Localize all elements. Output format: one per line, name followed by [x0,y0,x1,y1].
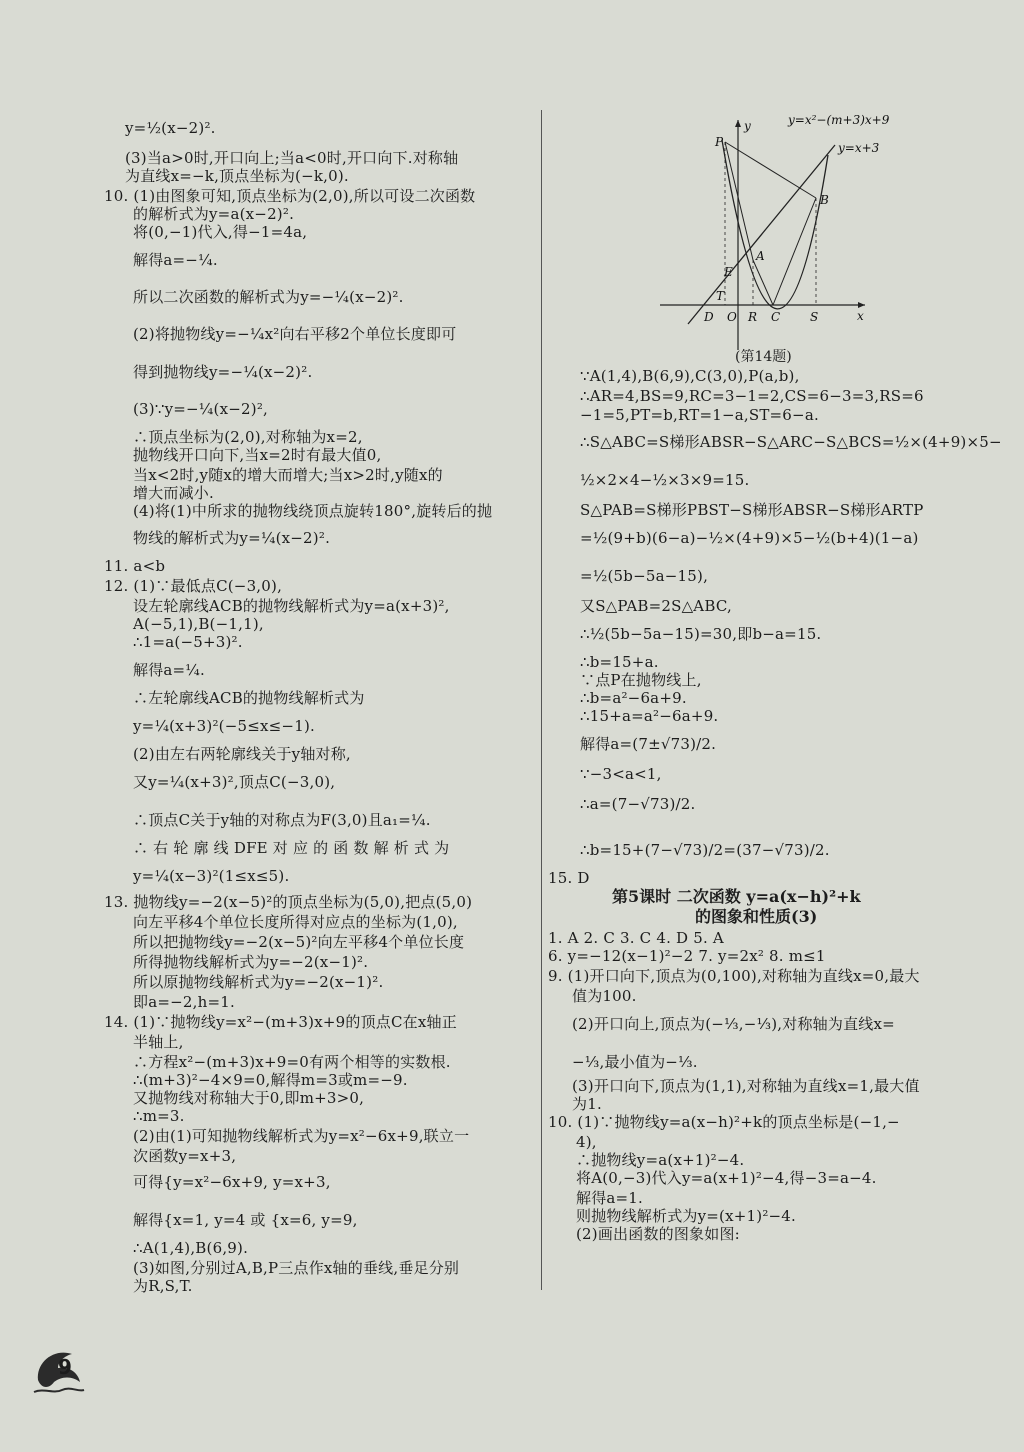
point-s-label: S [810,310,819,324]
left-text-line: 解得a=¼. [133,661,206,679]
right-text-line: 为1. [572,1095,602,1113]
right-text-line: 将A(0,−3)代入y=a(x+1)²−4,得−3=a−4. [576,1169,877,1187]
figure-14 [660,110,900,350]
origin-label: O [727,310,737,324]
left-text-line: 当x<2时,y随x的增大而增大;当x>2时,y随x的 [133,466,443,484]
left-text-line: ∴顶点C关于y轴的对称点为F(3,0)且a₁=¼. [133,811,431,829]
right-text-line: 9. (1)开口向下,顶点为(0,100),对称轴为直线x=0,最大 [548,967,920,985]
left-text-line: 解得{x=1, y=4 或 {x=6, y=9, [133,1211,358,1229]
left-text-line: ∴m=3. [133,1107,185,1125]
figure-14-graph [660,110,900,350]
left-text-line: (2)由(1)可知抛物线解析式为y=x²−6x+9,联立一 [133,1127,470,1145]
left-text-line: 抛物线开口向下,当x=2时有最大值0, [133,446,382,464]
left-text-line: (3)当a>0时,开口向上;当a<0时,开口向下.对称轴 [125,149,459,167]
lesson-heading: 第5课时 二次函数 y=a(x−h)²+k [612,887,861,906]
page-number: 9 [58,1355,72,1379]
point-b-label: B [820,193,829,207]
right-text-line: ∴AR=4,BS=9,RC=3−1=2,CS=6−3=3,RS=6 [580,387,924,405]
left-text-line: y=½(x−2)². [125,119,216,137]
left-text-line: 解得a=−¼. [133,251,218,269]
point-r-label: R [748,310,758,324]
right-text-line: 1. A 2. C 3. C 4. D 5. A [548,929,724,947]
right-text-line: ∴15+a=a²−6a+9. [580,707,719,725]
left-text-line: 又抛物线对称轴大于0,即m+3>0, [133,1089,365,1107]
left-text-line: 可得{y=x²−6x+9, y=x+3, [133,1173,331,1191]
left-text-line: 为R,S,T. [133,1277,193,1295]
right-text-line: (2)开口向上,顶点为(−⅓,−⅓),对称轴为直线x= [572,1015,895,1033]
right-text-line: −1=5,PT=b,RT=1−a,ST=6−a. [580,406,819,424]
right-text-line: (2)画出函数的图象如图: [576,1225,740,1243]
left-text-line: 所以二次函数的解析式为y=−¼(x−2)². [133,288,404,306]
left-text-line: A(−5,1),B(−1,1), [133,615,264,633]
left-text-line: 10. (1)由图象可知,顶点坐标为(2,0),所以可设二次函数 [104,187,476,205]
right-text-line: ∴b=a²−6a+9. [580,689,687,707]
figure-caption: (第14题) [735,349,792,365]
x-axis-label: x [857,309,864,323]
right-text-line: ∵点P在抛物线上, [580,671,702,689]
left-text-line: 所以把抛物线y=−2(x−5)²向左平移4个单位长度 [133,933,465,951]
left-text-line: 的解析式为y=a(x−2)². [133,205,295,223]
right-text-line: 解得a=(7±√73)/2. [580,735,717,753]
left-text-line: 12. (1)∵最低点C(−3,0), [104,577,283,595]
right-text-line: 6. y=−12(x−1)²−2 7. y=2x² 8. m≤1 [548,947,826,965]
point-p-label: P [715,135,724,149]
point-t-label: T [716,289,725,303]
right-text-line: 15. D [548,869,590,887]
right-text-line: 10. (1)∵抛物线y=a(x−h)²+k的顶点坐标是(−1,− [548,1113,900,1131]
right-text-line: ½×2×4−½×3×9=15. [580,471,750,489]
right-text-line: ∴S△ABC=S梯形ABSR−S△ARC−S△BCS=½×(4+9)×5− [580,433,1002,451]
right-text-line: ∴抛物线y=a(x+1)²−4. [576,1151,745,1169]
right-text-line: =½(9+b)(6−a)−½×(4+9)×5−½(b+4)(1−a) [580,529,919,547]
left-text-line: 又y=¼(x+3)²,顶点C(−3,0), [133,773,336,791]
right-text-line: S△PAB=S梯形PBST−S梯形ABSR−S梯形ARTP [580,501,924,519]
right-text-line: 又S△PAB=2S△ABC, [580,597,732,615]
column-divider [541,110,542,1290]
right-text-line: ∵A(1,4),B(6,9),C(3,0),P(a,b), [580,367,800,385]
left-text-line: ∴顶点坐标为(2,0),对称轴为x=2, [133,428,363,446]
right-text-line: ∴½(5b−5a−15)=30,即b−a=15. [580,625,822,643]
right-text-line: 值为100. [572,987,637,1005]
left-text-line: 11. a<b [104,557,166,575]
right-text-line: 4), [576,1133,597,1151]
point-a-label: A [756,249,765,263]
point-d-label: D [704,310,714,324]
right-text-line: =½(5b−5a−15), [580,567,709,585]
left-text-line: 14. (1)∵抛物线y=x²−(m+3)x+9的顶点C在x轴正 [104,1013,457,1031]
left-text-line: 所得抛物线解析式为y=−2(x−1)². [133,953,369,971]
right-text-line: (3)开口向下,顶点为(1,1),对称轴为直线x=1,最大值 [572,1077,920,1095]
parabola-label: y=x²−(m+3)x+9 [788,113,890,127]
left-text-line: (3)如图,分别过A,B,P三点作x轴的垂线,垂足分别 [133,1259,460,1277]
line-label: y=x+3 [838,141,880,155]
right-text-line: 则抛物线解析式为y=(x+1)²−4. [576,1207,797,1225]
left-text-line: 所以原抛物线解析式为y=−2(x−1)². [133,973,384,991]
point-c-label: C [771,310,781,324]
y-axis-label: y [744,119,751,133]
right-text-line: ∴b=15+(7−√73)/2=(37−√73)/2. [580,841,830,859]
left-text-line: 将(0,−1)代入,得−1=4a, [133,223,308,241]
left-text-line: 半轴上, [133,1033,184,1051]
right-text-line: ∴b=15+a. [580,653,659,671]
left-text-line: y=¼(x+3)²(−5≤x≤−1). [133,717,315,735]
right-text-line: 解得a=1. [576,1189,644,1207]
right-text-line: −⅓,最小值为−⅓. [572,1053,698,1071]
left-text-line: y=¼(x−3)²(1≤x≤5). [133,867,290,885]
left-text-line: ∴方程x²−(m+3)x+9=0有两个相等的实数根. [133,1053,451,1071]
right-text-line: ∵−3<a<1, [580,765,662,783]
left-text-line: 即a=−2,h=1. [133,993,235,1011]
point-e-label: E [724,265,733,279]
left-text-line: ∴(m+3)²−4×9=0,解得m=3或m=−9. [133,1071,408,1089]
left-text-line: (3)∵y=−¼(x−2)², [133,400,268,418]
left-text-line: 次函数y=x+3, [133,1147,237,1165]
left-text-line: (2)由左右两轮廓线关于y轴对称, [133,745,351,763]
lesson-subheading: 的图象和性质(3) [695,907,818,926]
left-text-line: 物线的解析式为y=¼(x−2)². [133,529,331,547]
left-text-line: ∴1=a(−5+3)². [133,633,243,651]
left-text-line: (4)将(1)中所求的抛物线绕顶点旋转180°,旋转后的抛 [133,502,493,520]
left-text-line: 得到抛物线y=−¼(x−2)². [133,363,313,381]
left-text-line: 为直线x=−k,顶点坐标为(−k,0). [125,167,349,185]
right-text-line: ∴a=(7−√73)/2. [580,795,696,813]
left-text-line: 13. 抛物线y=−2(x−5)²的顶点坐标为(5,0),把点(5,0) [104,893,473,911]
left-text-line: 向左平移4个单位长度所得对应点的坐标为(1,0), [133,913,458,931]
left-text-line: 设左轮廓线ACB的抛物线解析式为y=a(x+3)², [133,597,450,615]
left-text-line: (2)将抛物线y=−¼x²向右平移2个单位长度即可 [133,325,457,343]
left-text-line: ∴ 右 轮 廓 线 DFE 对 应 的 函 数 解 析 式 为 [133,839,450,857]
left-text-line: ∴左轮廓线ACB的抛物线解析式为 [133,689,365,707]
left-text-line: ∴A(1,4),B(6,9). [133,1239,249,1257]
left-text-line: 增大而减小. [133,484,214,502]
